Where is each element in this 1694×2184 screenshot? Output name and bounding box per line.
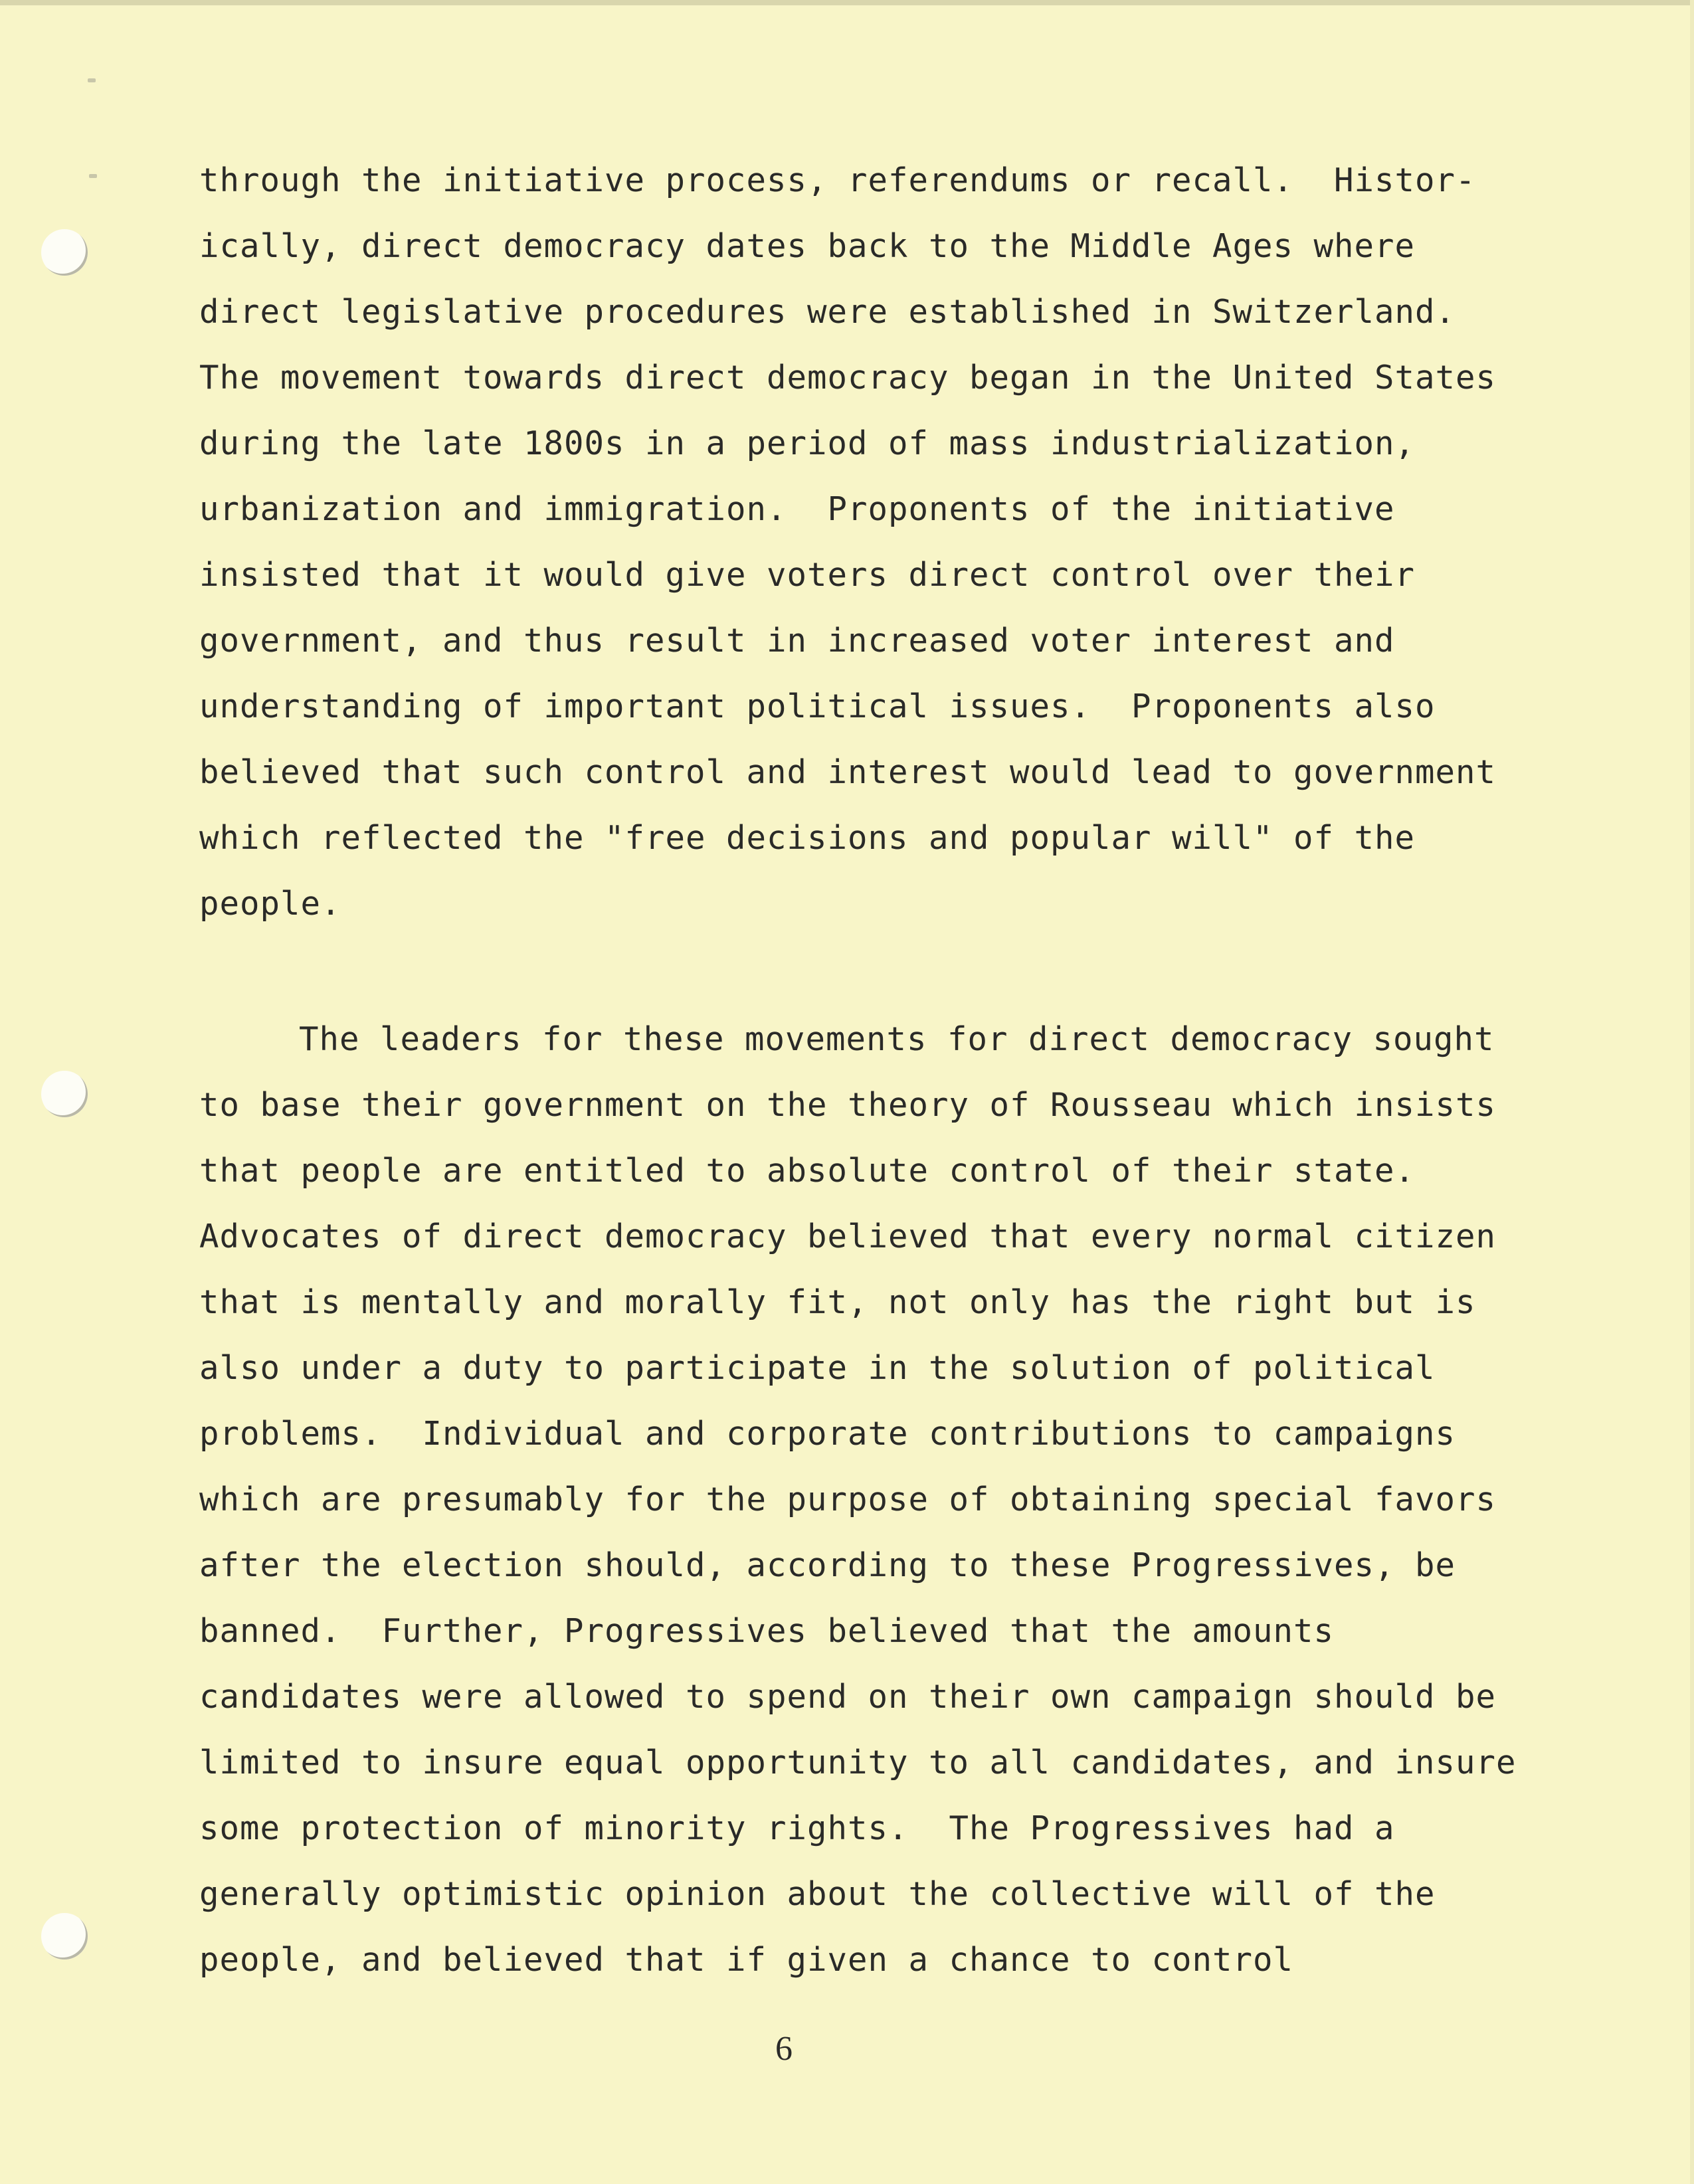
text-line: during the late 1800s in a period of mass industrialization, <box>199 424 1416 462</box>
text-line: some protection of minority rights. The Progressives had a <box>199 1809 1395 1847</box>
punch-hole <box>41 1913 88 1959</box>
text-line: The movement towards direct democracy began in the United States <box>199 359 1497 397</box>
text-line: which reflected the "free decisions and popular will" of the <box>199 819 1416 857</box>
text-line: problems. Individual and corporate contributions to campaigns <box>199 1415 1456 1453</box>
punch-hole <box>41 229 88 276</box>
paragraph-2 <box>199 1006 1521 1993</box>
text-line: The leaders for these movements for direct democracy sought <box>299 1020 1495 1058</box>
text-line: Advocates of direct democracy believed that every normal citizen <box>199 1218 1497 1255</box>
text-line: banned. Further, Progressives believed that the amounts <box>199 1612 1335 1650</box>
page-top-edge <box>0 0 1694 5</box>
text-line: ically, direct democracy dates back to the Middle Ages where <box>199 227 1416 265</box>
text-line: people, and believed that if given a chance to control <box>199 1941 1294 1979</box>
paper-mark <box>88 78 96 82</box>
text-line: after the election should, according to these Progressives, be <box>199 1546 1456 1584</box>
text-line: urbanization and immigration. Proponents of the initiative <box>199 490 1395 528</box>
punch-hole <box>41 1071 88 1117</box>
text-line: direct legislative procedures were established in Switzerland. <box>199 293 1456 331</box>
text-line: limited to insure equal opportunity to all candidates, and insure <box>199 1744 1517 1781</box>
text-line: candidates were allowed to spend on their own campaign should be <box>199 1678 1497 1716</box>
text-line: that people are entitled to absolute control of their state. <box>199 1152 1416 1190</box>
text-line: believed that such control and interest would lead to government <box>199 753 1497 791</box>
text-line: which are presumably for the purpose of obtaining special favors <box>199 1481 1497 1518</box>
paragraph-1 <box>199 147 1521 937</box>
text-line: insisted that it would give voters direct control over their <box>199 556 1416 594</box>
text-line: understanding of important political issues. Proponents also <box>199 687 1436 725</box>
text-line: also under a duty to participate in the solution of political <box>199 1349 1436 1387</box>
text-line: generally optimistic opinion about the collective will of the <box>199 1875 1436 1913</box>
text-line: to base their government on the theory of Rousseau which insists <box>199 1086 1497 1124</box>
page-number: 6 <box>775 2030 793 2068</box>
text-line: government, and thus result in increased voter interest and <box>199 622 1395 660</box>
paper-mark <box>89 174 97 178</box>
text-line: that is mentally and morally fit, not only has the right but is <box>199 1283 1476 1321</box>
text-line: through the initiative process, referendums or recall. Histor- <box>199 161 1476 199</box>
text-line: people. <box>199 885 341 923</box>
page-right-edge <box>1690 0 1694 2184</box>
